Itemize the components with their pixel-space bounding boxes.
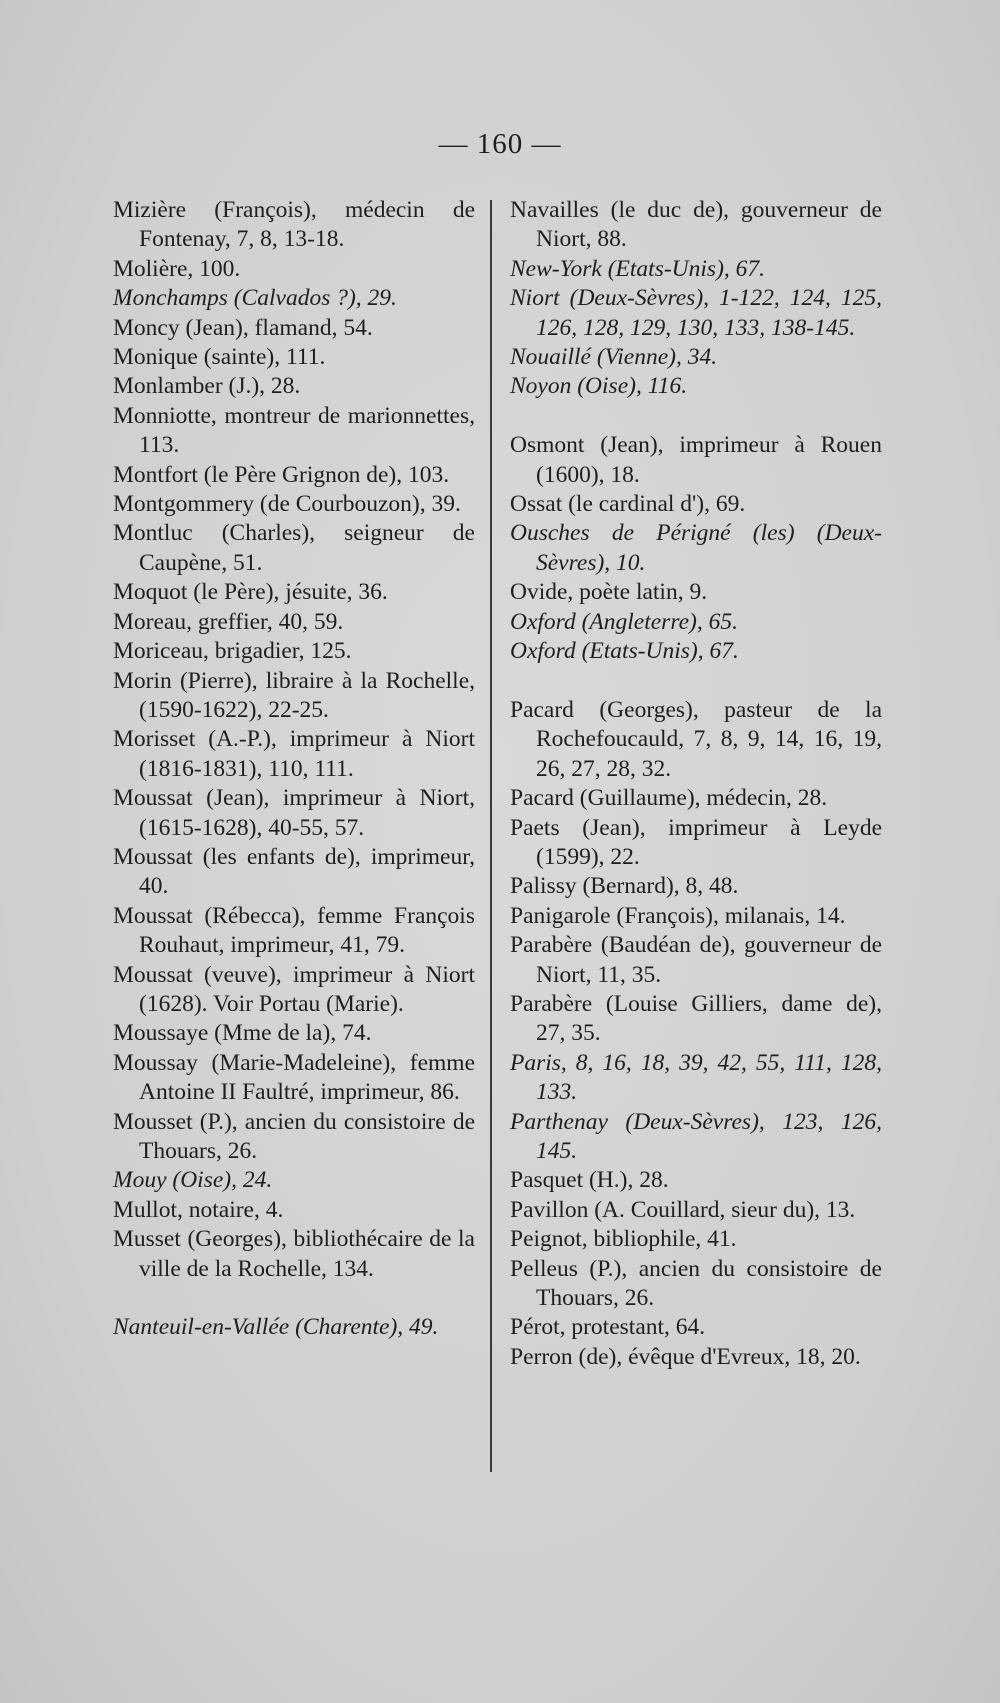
index-entry: Oxford (Etats-Unis), 67. [510, 638, 739, 665]
index-entry: Parabère (Baudéan de), gouverneur de Niort, 11, 35. [510, 932, 882, 988]
index-entry: Pasquet (H.), 28. [510, 1167, 669, 1194]
index-entry: Nouaillé (Vienne), 34. [510, 344, 718, 371]
index-entry: Montgommery (de Courbouzon), 39. [113, 491, 461, 518]
index-entry: Palissy (Bernard), 8, 48. [510, 873, 739, 900]
index-entry: Morin (Pierre), libraire à la Rochelle, (1590-1622), 22-25. [113, 667, 475, 723]
index-entry: Moussaye (Mme de la), 74. [113, 1020, 372, 1047]
index-entry: Moussat (Jean), imprimeur à Niort, (1615-1628), 40-55, 57. [113, 785, 475, 841]
index-entry: Molière, 100. [113, 255, 241, 282]
index-entry: Osmont (Jean), imprimeur à Rouen (1600), 18. [510, 432, 882, 488]
index-entry: Oxford (Angleterre), 65. [510, 608, 738, 635]
index-entry: Musset (Georges), bibliothécaire de la ville de la Rochelle, 134. [113, 1226, 475, 1282]
index-entry: Noyon (Oise), 116. [510, 373, 688, 400]
index-entry: Mousset (P.), ancien du consistoire de Thouars, 26. [113, 1108, 475, 1164]
index-entry: Parabère (Louise Gilliers, dame de), 27, 35. [510, 990, 882, 1047]
index-entry: Ousches de Périgné (les) (Deux-Sèvres), 10. [510, 520, 882, 576]
page-number: — 160 — [438, 128, 562, 160]
index-entry: Monlamber (J.), 28. [113, 373, 301, 400]
index-entry: Pelleus (P.), ancien du consistoire de Thouars, 26. [510, 1255, 882, 1311]
index-entry: Peignot, bibliophile, 41. [510, 1226, 737, 1253]
index-entry: Moriceau, brigadier, 125. [113, 638, 352, 665]
index-entry: Parthenay (Deux-Sèvres), 123, 126, 145. [510, 1108, 882, 1164]
index-entry: Mullot, notaire, 4. [113, 1196, 284, 1223]
index-entry: Moussat (veuve), imprimeur à Niort (1628). Voir Portau (Marie). [113, 961, 475, 1017]
index-entry: Moncy (Jean), flamand, 54. [113, 314, 373, 341]
index-entry: Morisset (A.-P.), imprimeur à Niort (1816-1831), 110, 111. [113, 726, 475, 782]
index-entry: Pacard (Guillaume), médecin, 28. [510, 785, 828, 812]
index-entry: Ossat (le cardinal d'), 69. [510, 491, 746, 518]
index-entry: Moussay (Marie-Madeleine), femme Antoine II Faultré, imprimeur, 86. [113, 1049, 475, 1106]
index-entry: Moquot (le Père), jésuite, 36. [113, 579, 388, 606]
index-entry: Paets (Jean), imprimeur à Leyde (1599), 22. [510, 814, 882, 870]
index-entry: Ovide, poète latin, 9. [510, 579, 708, 606]
index-entry: Navailles (le duc de), gouverneur de Niort, 88. [510, 197, 882, 253]
index-entry: Mouy (Oise), 24. [113, 1167, 273, 1194]
index-entry: Moreau, greffier, 40, 59. [113, 608, 344, 635]
column-divider [490, 200, 492, 1472]
index-entry: Nanteuil-en-Vallée (Charente), 49. [113, 1314, 439, 1341]
index-column-left [113, 196, 475, 1343]
index-entry: Mizière (François), médecin de Fontenay, 7, 8, 13-18. [113, 197, 475, 253]
index-entry: Moussat (les enfants de), imprimeur, 40. [113, 843, 475, 900]
index-entry: Perron (de), évêque d'Evreux, 18, 20. [510, 1343, 861, 1370]
index-entry: Montfort (le Père Grignon de), 103. [113, 461, 450, 488]
index-entry: Monchamps (Calvados ?), 29. [113, 285, 397, 312]
index-entry: New-York (Etats-Unis), 67. [510, 255, 766, 282]
index-entry: Pavillon (A. Couillard, sieur du), 13. [510, 1196, 856, 1223]
index-entry: Pérot, protestant, 64. [510, 1314, 706, 1341]
index-entry: Paris, 8, 16, 18, 39, 42, 55, 111, 128, 133. [510, 1049, 882, 1106]
index-entry: Monique (sainte), 111. [113, 344, 326, 371]
index-column-right [510, 196, 882, 1372]
index-entry: Montluc (Charles), seigneur de Caupène, 51. [113, 520, 475, 576]
index-entry: Pacard (Georges), pasteur de la Rochefoucauld, 7, 8, 9, 14, 16, 19, 26, 27, 28, 32. [510, 696, 882, 782]
index-entry: Panigarole (François), milanais, 14. [510, 902, 846, 929]
index-entry: Moussat (Rébecca), femme François Rouhaut, imprimeur, 41, 79. [113, 902, 475, 959]
index-entry: Niort (Deux-Sèvres), 1-122, 124, 125, 126, 128, 129, 130, 133, 138-145. [510, 285, 882, 341]
index-entry: Monniotte, montreur de marionnettes, 113. [113, 402, 475, 459]
